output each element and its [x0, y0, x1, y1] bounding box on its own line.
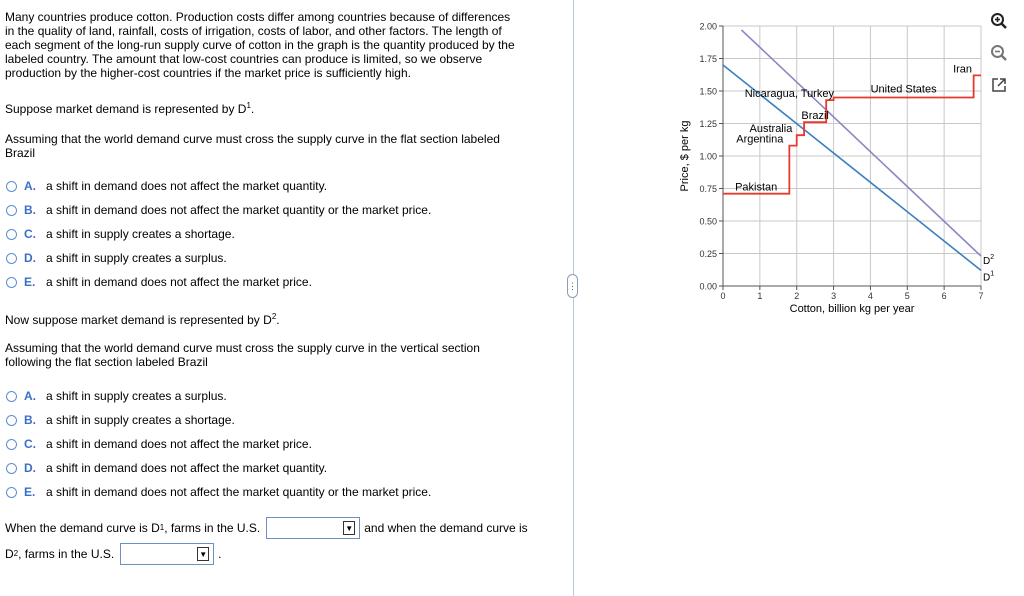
demand-label-sup: 2: [990, 254, 995, 262]
q2-lead-text: Now suppose market demand is represented by D: [5, 313, 272, 327]
q1-stem-line: Brazil: [5, 146, 36, 160]
intro-line: Many countries produce cotton. Production costs differ among countries because of differences: [5, 10, 511, 24]
fill-text: .: [218, 547, 222, 561]
y-tick-label: 1.50: [699, 86, 717, 97]
x-tick-label: 2: [794, 291, 800, 301]
option-text: a shift in demand does not affect the market quantity or the market price.: [46, 203, 432, 217]
x-axis-label: Cotton, billion kg per year: [789, 303, 915, 315]
option-letter: C.: [24, 227, 36, 241]
y-tick-label: 0.25: [699, 249, 717, 259]
x-tick-label: 4: [867, 291, 873, 301]
fill-text: and when the demand curve is: [364, 521, 528, 535]
x-tick-label: 0: [720, 291, 726, 301]
country-labels: [735, 63, 972, 193]
x-tick-label: 1: [757, 291, 763, 301]
zoom-out-icon: [990, 44, 1008, 62]
radio-button[interactable]: [6, 391, 17, 402]
option-letter: C.: [24, 437, 36, 451]
y-tick-label: 0.50: [699, 216, 717, 227]
demand-label-d2: $D^2$: [983, 254, 995, 268]
open-external-icon: [990, 76, 1008, 94]
panel-divider: [573, 0, 574, 596]
chevron-down-icon: ▼: [343, 521, 355, 535]
x-tick-label: 5: [904, 291, 910, 301]
q2-option-a[interactable]: [6, 388, 227, 404]
q2-lead-end: .: [276, 313, 280, 327]
country-label: Iran: [953, 63, 973, 76]
zoom-in-icon: [990, 12, 1008, 30]
country-label: Nicaragua, Turkey: [744, 88, 834, 101]
fill-text: , farms in the U.S.: [164, 521, 261, 535]
option-text: a shift in demand does not affect the market quantity.: [46, 179, 328, 193]
option-letter: E.: [24, 275, 36, 289]
radio-button[interactable]: [6, 439, 17, 450]
fill-text: , farms in the U.S.: [18, 547, 115, 561]
country-label: Pakistan: [735, 181, 778, 194]
chevron-down-icon: ▼: [197, 547, 209, 561]
radio-button[interactable]: [6, 277, 17, 288]
q1-lead-sup: 1: [246, 101, 251, 110]
y-axis-ticks: [699, 22, 723, 292]
q1-lead: [5, 102, 545, 116]
option-text: a shift in supply creates a surplus.: [46, 251, 227, 265]
radio-button[interactable]: [6, 487, 17, 498]
option-text: a shift in supply creates a shortage.: [46, 227, 235, 241]
country-label: United States: [870, 83, 937, 96]
radio-button[interactable]: [6, 205, 17, 216]
x-tick-label: 3: [831, 291, 837, 301]
x-tick-label: 6: [941, 291, 947, 301]
q1-stem-line: Assuming that the world demand curve must cross the supply curve in the flat section labeled: [5, 132, 500, 146]
open-external-button[interactable]: [988, 74, 1010, 96]
x-axis-ticks: [720, 286, 983, 301]
y-tick-label: 0.00: [699, 281, 717, 292]
intro-line: in the quality of land, rainfall, costs of irrigation, costs of labor, and other factors. The length of: [5, 24, 502, 38]
q1-option-a[interactable]: [6, 178, 327, 194]
radio-button[interactable]: [6, 415, 17, 426]
q1-lead-end: .: [250, 102, 255, 116]
option-letter: A.: [24, 179, 36, 193]
q2-lead-sup: 2: [271, 312, 277, 321]
fill-text: When the demand curve is D: [5, 521, 160, 535]
us-farms-d2-dropdown[interactable]: [120, 543, 214, 565]
y-tick-label: 0.75: [699, 184, 717, 194]
y-axis-label: Price, $ per kg: [679, 120, 691, 192]
demand-label-sup: 1: [990, 270, 995, 278]
zoom-in-button[interactable]: [988, 10, 1010, 32]
zoom-out-button[interactable]: [988, 42, 1010, 64]
option-text: a shift in demand does not affect the market price.: [46, 437, 312, 451]
q2-stem-line: Assuming that the world demand curve must cross the supply curve in the vertical section: [5, 341, 480, 355]
q1-option-b[interactable]: [6, 202, 431, 218]
radio-button[interactable]: [6, 253, 17, 264]
radio-button[interactable]: [6, 181, 17, 192]
q2-lead: [5, 313, 545, 327]
country-label: Australia: [749, 123, 793, 136]
q1-option-e[interactable]: [6, 274, 312, 290]
q1-stem: [5, 132, 545, 160]
option-text: a shift in demand does not affect the market quantity or the market price.: [46, 485, 432, 499]
fill-text: D: [5, 547, 14, 561]
country-label: Brazil: [801, 110, 829, 123]
option-letter: A.: [24, 389, 36, 403]
y-tick-label: 1.00: [699, 151, 717, 162]
y-tick-label: 1.25: [699, 119, 717, 129]
q1-option-d[interactable]: [6, 250, 227, 266]
q2-stem: [5, 341, 545, 369]
q1-lead-text: Suppose market demand is represented by D: [5, 102, 247, 116]
q1-option-c[interactable]: [6, 226, 235, 242]
option-letter: E.: [24, 485, 36, 499]
x-tick-label: 7: [978, 291, 984, 301]
option-text: a shift in supply creates a shortage.: [46, 413, 235, 427]
radio-button[interactable]: [6, 229, 17, 240]
option-letter: D.: [24, 251, 36, 265]
intro-line: labeled country. The amount that low-cost countries can produce is limited, so we observe: [5, 52, 483, 66]
chart-grid: [723, 26, 981, 286]
option-letter: B.: [24, 413, 36, 427]
intro-line: production by the higher-cost countries if the market price is sufficiently high.: [5, 66, 411, 80]
y-tick-label: 2.00: [699, 21, 717, 32]
option-text: a shift in demand does not affect the market quantity.: [46, 461, 328, 475]
option-text: a shift in supply creates a surplus.: [46, 389, 227, 403]
q2-option-c[interactable]: [6, 436, 312, 452]
country-label: Argentina: [736, 133, 784, 146]
option-letter: B.: [24, 203, 36, 217]
option-letter: D.: [24, 461, 36, 475]
intro-text: [5, 10, 545, 80]
fill-in-row-1: When the demand curve is D 1 , farms in the U.S. ▼ and when the demand curve is: [5, 517, 528, 539]
radio-button[interactable]: [6, 463, 17, 474]
option-text: a shift in demand does not affect the market price.: [46, 275, 312, 289]
q2-option-b[interactable]: [6, 412, 235, 428]
handle-glyph: ⋮: [568, 281, 577, 291]
q2-option-e[interactable]: [6, 484, 431, 500]
cotton-supply-demand-chart: [676, 14, 995, 320]
resize-handle[interactable]: [567, 274, 578, 298]
q2-stem-line: following the flat section labeled Brazil: [5, 355, 208, 369]
y-tick-label: 1.75: [699, 54, 717, 64]
fill-in-row-2: D 2 , farms in the U.S. ▼ .: [5, 543, 222, 565]
intro-line: each segment of the long-run supply curve of cotton in the graph is the quantity produced by the: [5, 38, 515, 52]
us-farms-d1-dropdown[interactable]: [266, 517, 360, 539]
q2-option-d[interactable]: [6, 460, 327, 476]
demand-label-d1: $D^1$: [983, 270, 995, 284]
